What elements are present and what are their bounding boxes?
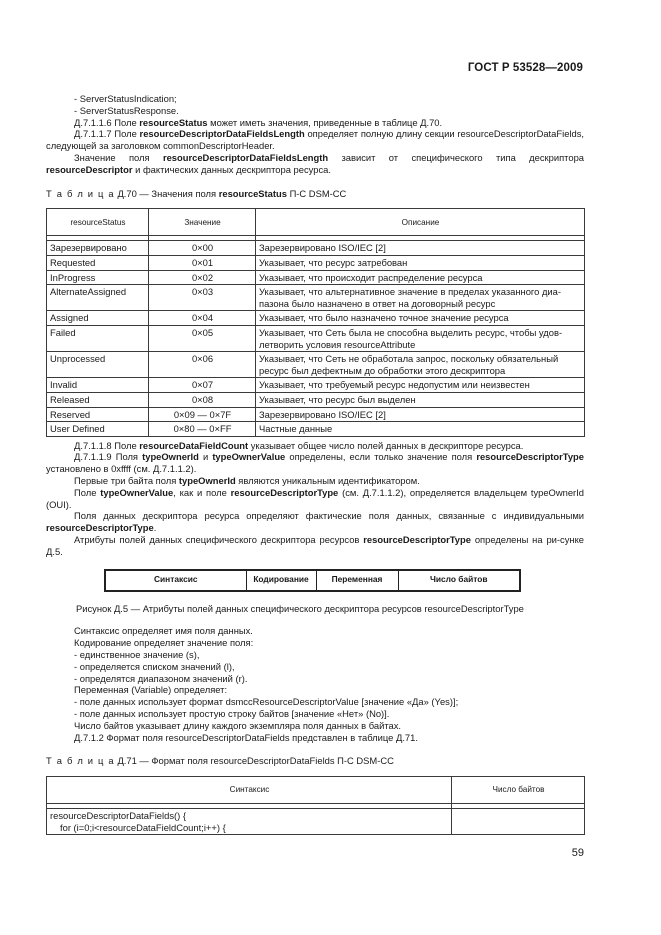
- cell-status: InProgress: [47, 270, 149, 285]
- table-header-row: [47, 777, 585, 804]
- explanation-line: Синтаксис определяет имя поля данных.: [74, 625, 253, 637]
- table-row: [47, 241, 585, 256]
- cell-status: Invalid: [47, 378, 149, 393]
- table-row: [47, 378, 585, 393]
- cell-description: Указывает, что требуемый ресурс недопустим или неизвестен: [256, 378, 585, 393]
- standard-number: ГОСТ Р 53528—2009: [467, 62, 583, 74]
- explanation-line: Кодирование определяет значение поля:: [74, 637, 254, 649]
- table-d71-caption: Т а б л и ц а Д.71 — Формат поля resourceDescriptorDataFields П-С DSM-CC: [46, 755, 394, 767]
- explanation-line: - определятся диапазоном значений (r).: [74, 672, 248, 684]
- table-row: [47, 270, 585, 285]
- paragraph-value-depends: Значение поля resourceDescriptorDataFieldsLength зависит от специфического типа дескриптора resourceDescriptor и фактических данных дескриптора ресурса.: [46, 151, 584, 175]
- table-row: [47, 255, 585, 270]
- figure-cell-syntax: Синтаксис: [105, 570, 246, 591]
- cell-status: Failed: [47, 325, 149, 351]
- cell-value: 0×04: [149, 311, 256, 326]
- paragraph-d7117: Д.7.1.1.7 Поле resourceDescriptorDataFieldsLength определяет полную длину секции resourceDescriptorDataFields, следующей за заголовком commonDescriptorHeader.: [46, 128, 584, 152]
- table-row: [47, 407, 585, 422]
- cell-value: 0×00: [149, 241, 256, 256]
- page-content: [46, 93, 584, 835]
- figure-cell-bytes: Число байтов: [398, 570, 520, 591]
- cell-description: Указывает, что было назначено точное значение ресурса: [256, 311, 585, 326]
- table-row: [47, 809, 585, 835]
- paragraph-d7116: Д.7.1.1.6 Поле resourceStatus может иметь значения, приведенные в таблице Д.70.: [74, 116, 443, 128]
- explanation-line: Переменная (Variable) определяет:: [74, 684, 228, 696]
- list-item: - ServerStatusResponse.: [74, 104, 179, 116]
- cell-description: Указывает, что Сеть не обработала запрос, поскольку обязательный ресурс был дефектным до обработки этого дескриптора: [256, 352, 585, 378]
- table-row: [47, 311, 585, 326]
- figure-d5-table: [104, 569, 521, 592]
- cell-value: 0×02: [149, 270, 256, 285]
- cell-status: Reserved: [47, 407, 149, 422]
- explanation-line: - поле данных использует формат dsmccResourceDescriptorValue [значение «Да» (Yes)];: [74, 696, 459, 708]
- table-row: [47, 392, 585, 407]
- explanation-line: Д.7.1.2 Формат поля resourceDescriptorDataFields представлен в таблице Д.71.: [74, 731, 418, 743]
- header-syntax: Синтаксис: [47, 777, 452, 804]
- cell-value: 0×01: [149, 255, 256, 270]
- paragraph-d7118: Д.7.1.1.8 Поле resourceDataFieldCount указывает общее число полей данных в дескрипторе ресурса.: [74, 439, 524, 451]
- table-row: [47, 352, 585, 378]
- cell-description: Указывает, что Сеть была не способна выделить ресурс, чтобы удов-летворить условия resourceAttribute: [256, 325, 585, 351]
- cell-status: User Defined: [47, 422, 149, 437]
- paragraph-d7119: Д.7.1.1.9 Поля typeOwnerId и typeOwnerValue определены, если только значение поля resourceDescriptorType установлено в 0xffff (см. Д.7.1.1.2).: [46, 451, 584, 475]
- header-value: Значение: [149, 209, 256, 236]
- cell-value: 0×05: [149, 325, 256, 351]
- table-row: [47, 285, 585, 311]
- cell-status: Requested: [47, 255, 149, 270]
- cell-description: Указывает, что ресурс затребован: [256, 255, 585, 270]
- paragraph-typeownerid: Первые три байта поля typeOwnerId являются уникальным идентификатором.: [74, 475, 420, 487]
- table-row: [47, 325, 585, 351]
- list-item: - ServerStatusIndication;: [74, 93, 177, 104]
- cell-status: Unprocessed: [47, 352, 149, 378]
- figure-d5-caption: Рисунок Д.5 — Атрибуты полей данных специфического дескриптора ресурсов resourceDescriptorType: [76, 602, 524, 614]
- table-row: [47, 422, 585, 437]
- cell-value: 0×09 — 0×7F: [149, 407, 256, 422]
- cell-status: AlternateAssigned: [47, 285, 149, 311]
- cell-description: Зарезервировано ISO/IEC [2]: [256, 241, 585, 256]
- figure-cell-encoding: Кодирование: [246, 570, 316, 591]
- table-d71: [46, 776, 585, 835]
- explanation-line: - единственное значение (s),: [74, 649, 200, 661]
- paragraph-data-fields: Поля данных дескриптора ресурса определяют фактические поля данных, связанные с индивидуальными resourceDescriptorType.: [46, 510, 584, 534]
- code-line: resourceDescriptorDataFields() {: [50, 810, 186, 822]
- cell-status: Assigned: [47, 311, 149, 326]
- cell-value: 0×06: [149, 352, 256, 378]
- figure-d5: [46, 569, 584, 593]
- explanation-block: [46, 625, 584, 743]
- header-bytes: Число байтов: [452, 777, 585, 804]
- cell-description: Указывает, что происходит распределение ресурса: [256, 270, 585, 285]
- paragraph-attributes: Атрибуты полей данных специфического дескриптора ресурсов resourceDescriptorType определены на ри-сунке Д.5.: [46, 534, 584, 557]
- cell-description: Указывает, что ресурс был выделен: [256, 392, 585, 407]
- cell-syntax-code: [47, 809, 452, 835]
- header-description: Описание: [256, 209, 585, 236]
- explanation-line: Число байтов указывает длину каждого экземпляра поля данных в байтах.: [74, 719, 402, 731]
- cell-value: 0×03: [149, 285, 256, 311]
- cell-description: Указывает, что альтернативное значение в пределах указанного диа-пазона было назначено в ответ на договорный ресурс: [256, 285, 585, 311]
- cell-description: Частные данные: [256, 422, 585, 437]
- cell-bytes: [452, 809, 585, 835]
- cell-value: 0×80 — 0×FF: [149, 422, 256, 437]
- table-header-row: [47, 209, 585, 236]
- cell-status: Зарезервировано: [47, 241, 149, 256]
- header-resourcestatus: resourceStatus: [47, 209, 149, 236]
- table-d70-caption: Т а б л и ц а Д.70 — Значения поля resourceStatus П-С DSM-CC: [46, 187, 347, 199]
- cell-value: 0×08: [149, 392, 256, 407]
- page-number: 59: [571, 847, 584, 859]
- cell-status: Released: [47, 392, 149, 407]
- table-d70: [46, 208, 585, 436]
- figure-cell-variable: Переменная: [316, 570, 398, 591]
- explanation-line: - поле данных использует простую строку байтов [значение «Нет» (No)].: [74, 708, 390, 720]
- code-line: for (i=0;i<resourceDataFieldCount;i++) {: [60, 821, 226, 833]
- paragraph-typeownervalue: Поле typeOwnerValue, как и поле resourceDescriptorType (см. Д.7.1.1.2), определяется владельцем typeOwnerId (OUI).: [46, 486, 584, 510]
- cell-value: 0×07: [149, 378, 256, 393]
- cell-description: Зарезервировано ISO/IEC [2]: [256, 407, 585, 422]
- explanation-line: - определяется списком значений (l),: [74, 660, 235, 672]
